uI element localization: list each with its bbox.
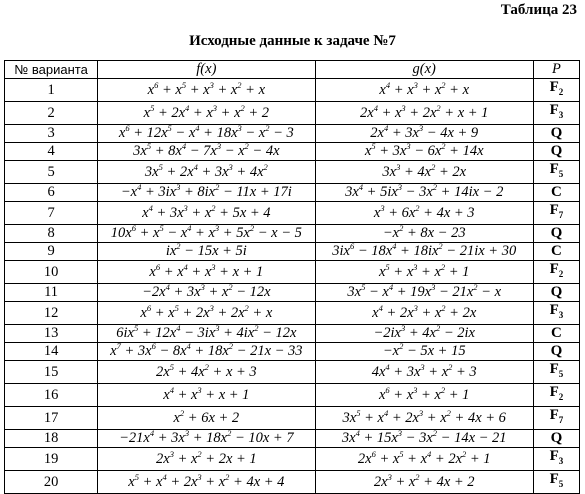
variant-number: 7 bbox=[5, 202, 98, 225]
header-row bbox=[5, 61, 580, 79]
polynomial-f: $6ix^5 + 12x^4 - 3ix^3 + 4ix^2 - 12x$ bbox=[98, 325, 315, 343]
polynomial-g: $3x^4 + 5ix^3 - 3x^2 + 14ix - 2$ bbox=[315, 184, 533, 202]
field-p: $F_5$ bbox=[533, 471, 579, 494]
polynomial-g: $x^5 + 3x^3 - 6x^2 + 14x$ bbox=[315, 143, 533, 161]
polynomial-f: $x^6 + 12x^5 - x^4 + 18x^3 - x^2 - 3$ bbox=[98, 125, 315, 143]
table-row bbox=[5, 102, 580, 125]
field-p: Q bbox=[533, 225, 579, 243]
variant-number: 11 bbox=[5, 284, 98, 302]
polynomial-g: $-x^2 + 8x - 23$ bbox=[315, 225, 533, 243]
table-row bbox=[5, 430, 580, 448]
polynomial-g: $3x^4 + 15x^3 - 3x^2 - 14x - 21$ bbox=[315, 430, 533, 448]
table-row bbox=[5, 161, 580, 184]
polynomial-g: $3ix^6 - 18x^4 + 18ix^2 - 21ix + 30$ bbox=[315, 243, 533, 261]
variant-number: 9 bbox=[5, 243, 98, 261]
polynomial-g: $x^3 + 6x^2 + 4x + 3$ bbox=[315, 202, 533, 225]
table-row bbox=[5, 361, 580, 384]
polynomial-g: $x^5 + x^3 + x^2 + 1$ bbox=[315, 261, 533, 284]
table-row bbox=[5, 125, 580, 143]
table-row bbox=[5, 261, 580, 284]
variant-number: 4 bbox=[5, 143, 98, 161]
field-p: C bbox=[533, 325, 579, 343]
variant-number: 1 bbox=[5, 79, 98, 102]
variant-number: 5 bbox=[5, 161, 98, 184]
polynomial-f: $10x^6 + x^5 - x^4 + x^3 + 5x^2 - x - 5$ bbox=[98, 225, 315, 243]
field-p: $F_2$ bbox=[533, 79, 579, 102]
field-p: Q bbox=[533, 430, 579, 448]
polynomial-g: $4x^4 + 3x^3 + x^2 + 3$ bbox=[315, 361, 533, 384]
field-p: Q bbox=[533, 343, 579, 361]
polynomial-g: $2x^3 + x^2 + 4x + 2$ bbox=[315, 471, 533, 494]
variant-number: 14 bbox=[5, 343, 98, 361]
table-row bbox=[5, 343, 580, 361]
field-p: Q bbox=[533, 284, 579, 302]
table-row bbox=[5, 243, 580, 261]
header-p: P bbox=[533, 61, 579, 79]
polynomial-f: $ix^2 - 15x + 5i$ bbox=[98, 243, 315, 261]
polynomial-g: $3x^5 + x^4 + 2x^3 + x^2 + 4x + 6$ bbox=[315, 407, 533, 430]
field-p: $F_7$ bbox=[533, 202, 579, 225]
polynomial-f: $x^6 + x^4 + x^3 + x + 1$ bbox=[98, 261, 315, 284]
field-p: $F_5$ bbox=[533, 161, 579, 184]
polynomial-g: $-2ix^3 + 4x^2 - 2ix$ bbox=[315, 325, 533, 343]
table-caption: Таблица 23 bbox=[500, 2, 577, 18]
polynomial-g: $-x^2 - 5x + 15$ bbox=[315, 343, 533, 361]
variant-number: 19 bbox=[5, 448, 98, 471]
polynomial-g: $2x^4 + x^3 + 2x^2 + x + 1$ bbox=[315, 102, 533, 125]
field-p: $F_5$ bbox=[533, 361, 579, 384]
polynomial-g: $3x^3 + 4x^2 + 2x$ bbox=[315, 161, 533, 184]
variant-number: 15 bbox=[5, 361, 98, 384]
field-p: $F_3$ bbox=[533, 302, 579, 325]
table-row bbox=[5, 284, 580, 302]
field-p: $F_2$ bbox=[533, 261, 579, 284]
table-row bbox=[5, 448, 580, 471]
polynomial-f: $3x^5 + 2x^4 + 3x^3 + 4x^2$ bbox=[98, 161, 315, 184]
data-table bbox=[4, 60, 580, 494]
polynomial-g: $2x^4 + 3x^3 - 4x + 9$ bbox=[315, 125, 533, 143]
header-f: f(x) bbox=[98, 61, 315, 79]
table-row bbox=[5, 184, 580, 202]
variant-number: 2 bbox=[5, 102, 98, 125]
polynomial-f: $3x^5 + 8x^4 - 7x^3 - x^2 - 4x$ bbox=[98, 143, 315, 161]
page-title: Исходные данные к задаче №7 bbox=[189, 33, 396, 49]
polynomial-f: $x^5 + 2x^4 + x^3 + x^2 + 2$ bbox=[98, 102, 315, 125]
polynomial-f: $x^2 + 6x + 2$ bbox=[98, 407, 315, 430]
variant-number: 3 bbox=[5, 125, 98, 143]
polynomial-g: $x^4 + x^3 + x^2 + x$ bbox=[315, 79, 533, 102]
polynomial-f: $x^6 + x^5 + 2x^3 + 2x^2 + x$ bbox=[98, 302, 315, 325]
variant-number: 12 bbox=[5, 302, 98, 325]
polynomial-g: $3x^5 - x^4 + 19x^3 - 21x^2 - x$ bbox=[315, 284, 533, 302]
polynomial-f: $x^7 + 3x^6 - 8x^4 + 18x^2 - 21x - 33$ bbox=[98, 343, 315, 361]
variant-number: 18 bbox=[5, 430, 98, 448]
polynomial-g: $x^4 + 2x^3 + x^2 + 2x$ bbox=[315, 302, 533, 325]
field-p: C bbox=[533, 184, 579, 202]
polynomial-g: $x^6 + x^3 + x^2 + 1$ bbox=[315, 384, 533, 407]
variant-number: 6 bbox=[5, 184, 98, 202]
table-row bbox=[5, 302, 580, 325]
variant-number: 8 bbox=[5, 225, 98, 243]
table-row bbox=[5, 143, 580, 161]
table-row bbox=[5, 325, 580, 343]
variant-number: 16 bbox=[5, 384, 98, 407]
polynomial-f: $x^6 + x^5 + x^3 + x^2 + x$ bbox=[98, 79, 315, 102]
table-row bbox=[5, 79, 580, 102]
field-p: $F_3$ bbox=[533, 102, 579, 125]
field-p: $F_7$ bbox=[533, 407, 579, 430]
polynomial-f: $-x^4 + 3ix^3 + 8ix^2 - 11x + 17i$ bbox=[98, 184, 315, 202]
variant-number: 17 bbox=[5, 407, 98, 430]
polynomial-f: $2x^5 + 4x^2 + x + 3$ bbox=[98, 361, 315, 384]
polynomial-f: $-21x^4 + 3x^3 + 18x^2 - 10x + 7$ bbox=[98, 430, 315, 448]
field-p: $F_2$ bbox=[533, 384, 579, 407]
field-p: C bbox=[533, 243, 579, 261]
polynomial-f: $x^4 + x^3 + x + 1$ bbox=[98, 384, 315, 407]
table-row bbox=[5, 202, 580, 225]
variant-number: 20 bbox=[5, 471, 98, 494]
polynomial-f: $x^4 + 3x^3 + x^2 + 5x + 4$ bbox=[98, 202, 315, 225]
table-row bbox=[5, 225, 580, 243]
table-row bbox=[5, 384, 580, 407]
variant-number: 10 bbox=[5, 261, 98, 284]
table-row bbox=[5, 471, 580, 494]
polynomial-g: $2x^6 + x^5 + x^4 + 2x^2 + 1$ bbox=[315, 448, 533, 471]
polynomial-f: $x^5 + x^4 + 2x^3 + x^2 + 4x + 4$ bbox=[98, 471, 315, 494]
field-p: $F_3$ bbox=[533, 448, 579, 471]
field-p: Q bbox=[533, 143, 579, 161]
field-p: Q bbox=[533, 125, 579, 143]
variant-number: 13 bbox=[5, 325, 98, 343]
header-g: g(x) bbox=[315, 61, 533, 79]
polynomial-f: $2x^3 + x^2 + 2x + 1$ bbox=[98, 448, 315, 471]
polynomial-f: $-2x^4 + 3x^3 + x^2 - 12x$ bbox=[98, 284, 315, 302]
table-body bbox=[5, 79, 580, 494]
header-variant: № варианта bbox=[5, 61, 98, 79]
table-row bbox=[5, 407, 580, 430]
